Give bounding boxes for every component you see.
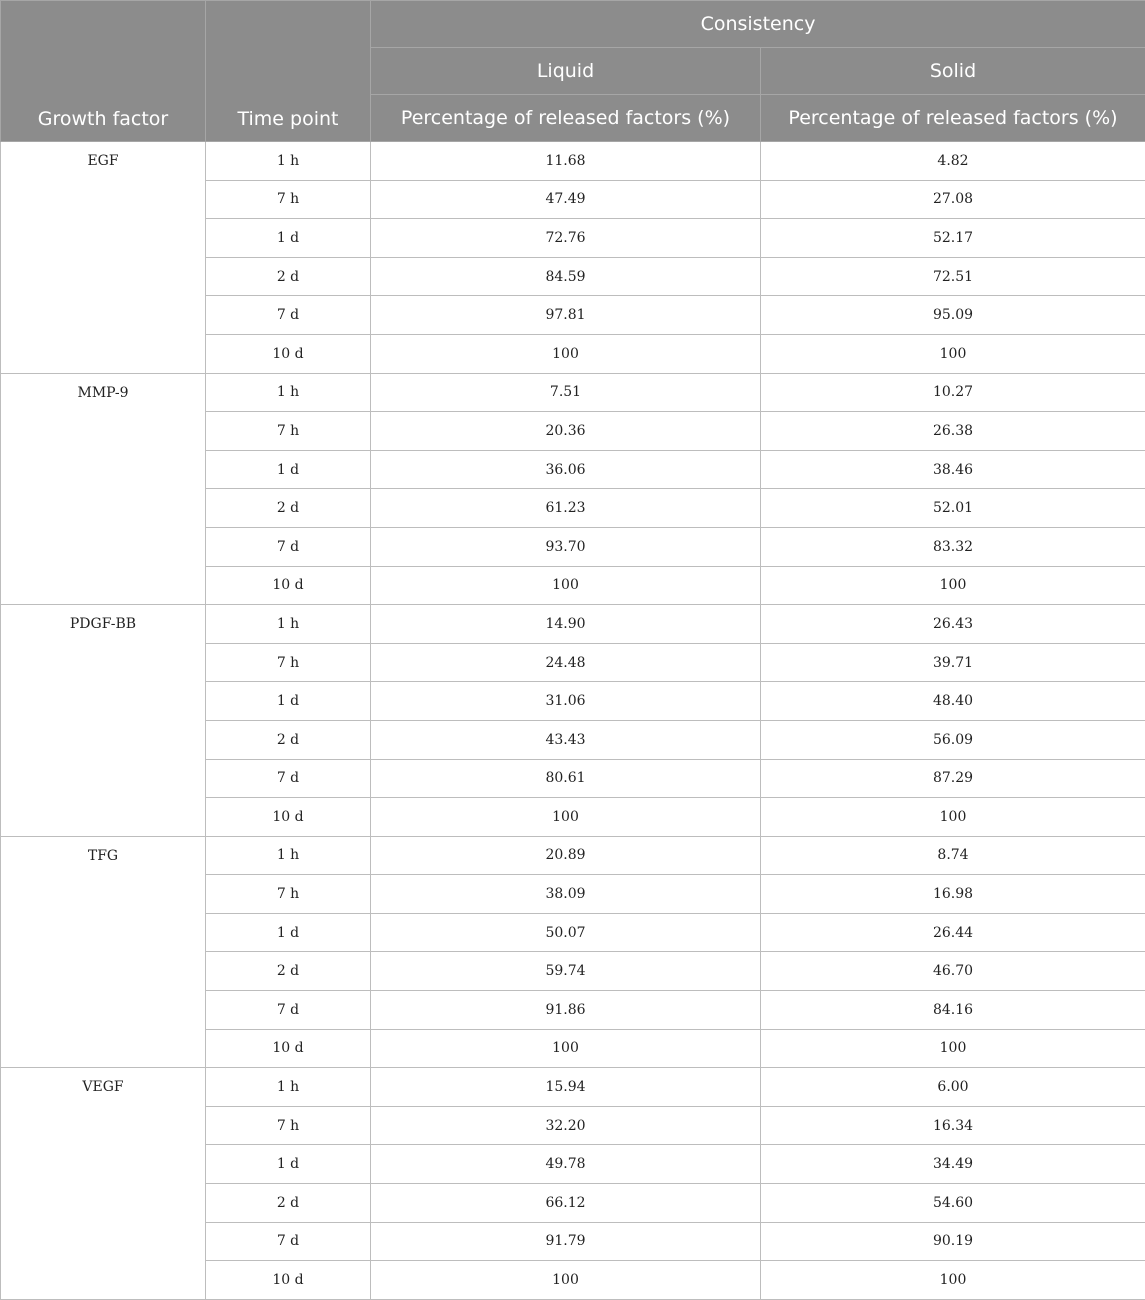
growth-factor-cell: PDGF-BB <box>1 605 206 837</box>
table-header <box>1 1 1145 142</box>
time-point-cell: 7 d <box>206 759 371 798</box>
liquid-value-cell: 61.23 <box>371 489 761 528</box>
growth-factor-cell: VEGF <box>1 1068 206 1300</box>
solid-value-cell: 26.38 <box>761 412 1145 451</box>
solid-value-cell: 90.19 <box>761 1222 1145 1261</box>
time-point-cell: 1 d <box>206 1145 371 1184</box>
time-point-cell: 10 d <box>206 798 371 837</box>
solid-value-cell: 39.71 <box>761 643 1145 682</box>
time-point-cell: 2 d <box>206 1184 371 1223</box>
liquid-value-cell: 66.12 <box>371 1184 761 1223</box>
time-point-cell: 10 d <box>206 1261 371 1300</box>
liquid-value-cell: 32.20 <box>371 1106 761 1145</box>
solid-value-cell: 95.09 <box>761 296 1145 335</box>
solid-value-cell: 72.51 <box>761 257 1145 296</box>
liquid-value-cell: 84.59 <box>371 257 761 296</box>
table-row <box>1 605 1145 644</box>
time-point-cell: 1 d <box>206 913 371 952</box>
liquid-value-cell: 100 <box>371 1029 761 1068</box>
solid-value-cell: 100 <box>761 1029 1145 1068</box>
liquid-value-cell: 91.79 <box>371 1222 761 1261</box>
liquid-value-cell: 47.49 <box>371 180 761 219</box>
time-point-cell: 1 d <box>206 219 371 258</box>
time-point-cell: 1 h <box>206 605 371 644</box>
solid-value-cell: 8.74 <box>761 836 1145 875</box>
header-solid: Solid <box>761 48 1145 95</box>
solid-value-cell: 100 <box>761 334 1145 373</box>
growth-factor-cell: EGF <box>1 142 206 374</box>
time-point-cell: 1 d <box>206 450 371 489</box>
header-time-point: Time point <box>206 1 371 142</box>
header-pct-liquid: Percentage of released factors (%) <box>371 95 761 142</box>
time-point-cell: 7 d <box>206 991 371 1030</box>
solid-value-cell: 38.46 <box>761 450 1145 489</box>
table-row <box>1 836 1145 875</box>
solid-value-cell: 34.49 <box>761 1145 1145 1184</box>
time-point-cell: 7 d <box>206 296 371 335</box>
growth-factor-cell: TFG <box>1 836 206 1068</box>
time-point-cell: 7 h <box>206 412 371 451</box>
time-point-cell: 1 h <box>206 1068 371 1107</box>
liquid-value-cell: 43.43 <box>371 720 761 759</box>
solid-value-cell: 6.00 <box>761 1068 1145 1107</box>
growth-factor-cell: MMP-9 <box>1 373 206 605</box>
liquid-value-cell: 93.70 <box>371 527 761 566</box>
liquid-value-cell: 15.94 <box>371 1068 761 1107</box>
time-point-cell: 2 d <box>206 720 371 759</box>
time-point-cell: 2 d <box>206 489 371 528</box>
liquid-value-cell: 97.81 <box>371 296 761 335</box>
liquid-value-cell: 20.89 <box>371 836 761 875</box>
solid-value-cell: 52.17 <box>761 219 1145 258</box>
liquid-value-cell: 100 <box>371 334 761 373</box>
liquid-value-cell: 80.61 <box>371 759 761 798</box>
liquid-value-cell: 24.48 <box>371 643 761 682</box>
liquid-value-cell: 100 <box>371 566 761 605</box>
liquid-value-cell: 36.06 <box>371 450 761 489</box>
liquid-value-cell: 7.51 <box>371 373 761 412</box>
time-point-cell: 7 h <box>206 643 371 682</box>
time-point-cell: 1 h <box>206 373 371 412</box>
solid-value-cell: 26.44 <box>761 913 1145 952</box>
solid-value-cell: 16.98 <box>761 875 1145 914</box>
time-point-cell: 1 h <box>206 142 371 181</box>
liquid-value-cell: 91.86 <box>371 991 761 1030</box>
header-consistency: Consistency <box>371 1 1145 48</box>
liquid-value-cell: 100 <box>371 1261 761 1300</box>
time-point-cell: 7 h <box>206 875 371 914</box>
time-point-cell: 7 h <box>206 1106 371 1145</box>
time-point-cell: 7 h <box>206 180 371 219</box>
solid-value-cell: 4.82 <box>761 142 1145 181</box>
liquid-value-cell: 49.78 <box>371 1145 761 1184</box>
liquid-value-cell: 20.36 <box>371 412 761 451</box>
header-growth-factor: Growth factor <box>1 1 206 142</box>
solid-value-cell: 26.43 <box>761 605 1145 644</box>
solid-value-cell: 10.27 <box>761 373 1145 412</box>
solid-value-cell: 100 <box>761 1261 1145 1300</box>
solid-value-cell: 54.60 <box>761 1184 1145 1223</box>
solid-value-cell: 46.70 <box>761 952 1145 991</box>
time-point-cell: 7 d <box>206 1222 371 1261</box>
solid-value-cell: 52.01 <box>761 489 1145 528</box>
liquid-value-cell: 100 <box>371 798 761 837</box>
table-row <box>1 373 1145 412</box>
time-point-cell: 2 d <box>206 257 371 296</box>
solid-value-cell: 84.16 <box>761 991 1145 1030</box>
solid-value-cell: 27.08 <box>761 180 1145 219</box>
table-row <box>1 1068 1145 1107</box>
time-point-cell: 10 d <box>206 566 371 605</box>
solid-value-cell: 56.09 <box>761 720 1145 759</box>
time-point-cell: 1 d <box>206 682 371 721</box>
table-body <box>1 142 1145 1300</box>
time-point-cell: 1 h <box>206 836 371 875</box>
table-row <box>1 142 1145 181</box>
time-point-cell: 7 d <box>206 527 371 566</box>
time-point-cell: 2 d <box>206 952 371 991</box>
liquid-value-cell: 31.06 <box>371 682 761 721</box>
solid-value-cell: 87.29 <box>761 759 1145 798</box>
time-point-cell: 10 d <box>206 1029 371 1068</box>
liquid-value-cell: 50.07 <box>371 913 761 952</box>
solid-value-cell: 100 <box>761 566 1145 605</box>
liquid-value-cell: 72.76 <box>371 219 761 258</box>
liquid-value-cell: 38.09 <box>371 875 761 914</box>
header-liquid: Liquid <box>371 48 761 95</box>
liquid-value-cell: 11.68 <box>371 142 761 181</box>
solid-value-cell: 100 <box>761 798 1145 837</box>
solid-value-cell: 48.40 <box>761 682 1145 721</box>
time-point-cell: 10 d <box>206 334 371 373</box>
liquid-value-cell: 59.74 <box>371 952 761 991</box>
header-pct-solid: Percentage of released factors (%) <box>761 95 1145 142</box>
solid-value-cell: 83.32 <box>761 527 1145 566</box>
liquid-value-cell: 14.90 <box>371 605 761 644</box>
solid-value-cell: 16.34 <box>761 1106 1145 1145</box>
